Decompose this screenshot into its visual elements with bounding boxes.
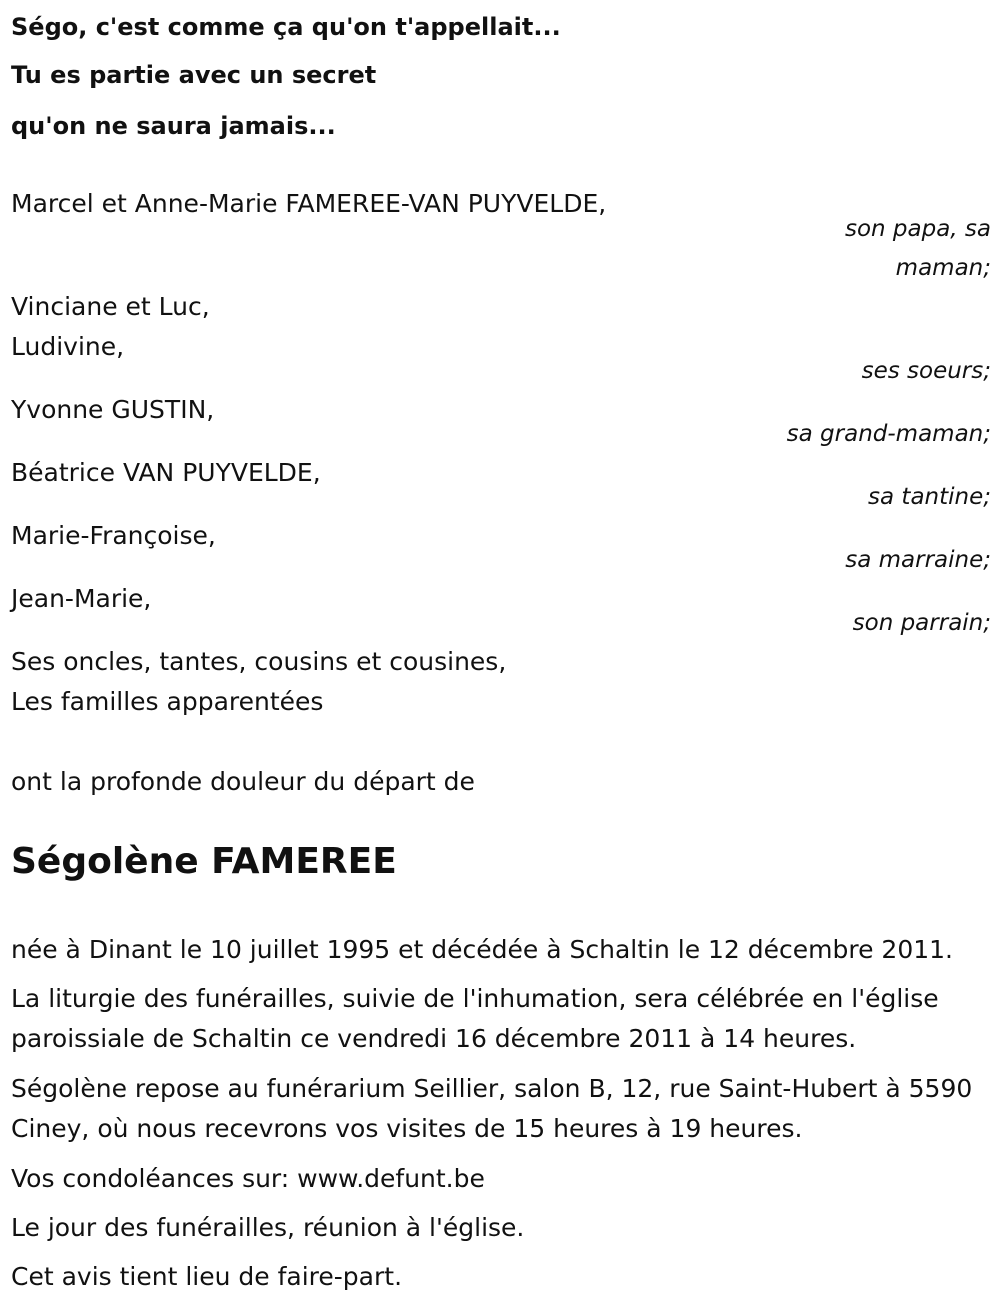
godmother-role: sa marraine; <box>845 547 991 573</box>
family-aunt: Béatrice VAN PUYVELDE, <box>11 458 321 487</box>
parents-role-line-2: maman; <box>895 255 991 281</box>
family-godmother: Marie-Françoise, <box>11 521 216 550</box>
aunt-role: sa tantine; <box>868 484 991 510</box>
announcement-text: ont la profonde douleur du départ de <box>11 767 475 796</box>
family-godfather: Jean-Marie, <box>11 584 152 613</box>
family-relatives-1: Ses oncles, tantes, cousins et cousines, <box>11 647 507 676</box>
meeting-text: Le jour des funérailles, réunion à l'église. <box>11 1213 525 1242</box>
birth-death-text: née à Dinant le 10 juillet 1995 et décédée à Schaltin le 12 décembre 2011. <box>11 935 954 964</box>
sisters-role: ses soeurs; <box>861 358 991 384</box>
godfather-role: son parrain; <box>852 610 991 636</box>
family-parents: Marcel et Anne-Marie FAMEREE-VAN PUYVELDE, <box>11 189 607 218</box>
family-grandmother: Yvonne GUSTIN, <box>11 395 215 424</box>
family-sister-1: Vinciane et Luc, <box>11 292 210 321</box>
obituary-notice <box>11 0 991 1313</box>
rest-text: Ségolène repose au funérarium Seillier, salon B, 12, rue Saint-Hubert à 5590 Ciney, où nous recevrons vos visites de 15 heures à 19 heures. <box>11 1074 973 1143</box>
grandmother-role: sa grand-maman; <box>786 421 991 447</box>
notice-text: Cet avis tient lieu de faire-part. <box>11 1262 403 1291</box>
family-relatives-2: Les familles apparentées <box>11 687 324 716</box>
poem-line-2: Tu es partie avec un secret <box>11 61 377 89</box>
funeral-text: La liturgie des funérailles, suivie de l'inhumation, sera célébrée en l'église paroissiale de Schaltin ce vendredi 16 décembre 2011 à 14 heures. <box>11 984 939 1053</box>
family-sister-2: Ludivine, <box>11 332 125 361</box>
poem-line-3: qu'on ne saura jamais... <box>11 112 336 140</box>
deceased-name: Ségolène FAMEREE <box>11 841 397 882</box>
poem-line-1: Ségo, c'est comme ça qu'on t'appellait... <box>11 13 561 41</box>
condolences-text: Vos condoléances sur: www.defunt.be <box>11 1164 485 1193</box>
parents-role-line-1: son papa, sa <box>844 216 991 242</box>
